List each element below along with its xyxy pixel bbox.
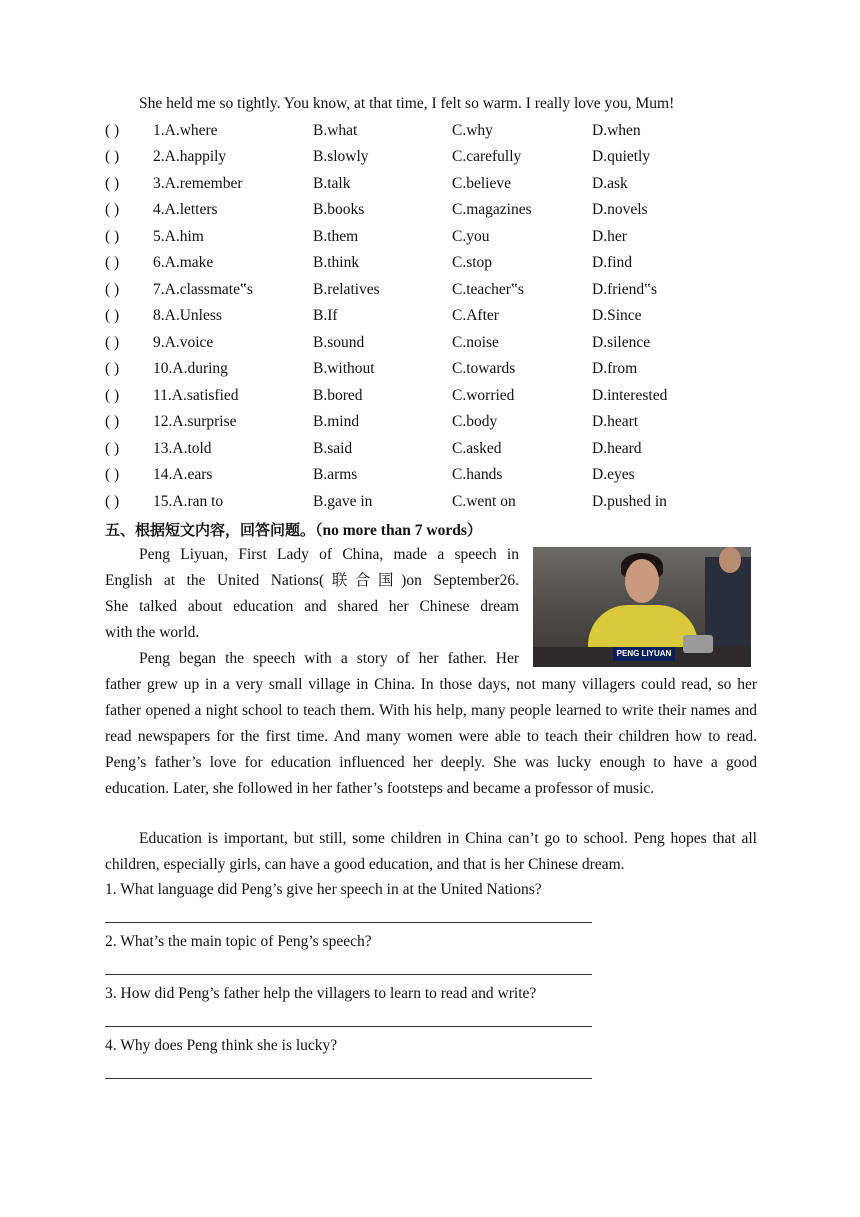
cloze-question-row — [105, 146, 757, 168]
option-b: B.bored — [313, 386, 363, 404]
option-a: 1.A.where — [153, 121, 218, 139]
option-d: D.heard — [592, 439, 642, 457]
option-c: C.you — [452, 227, 490, 245]
option-b: B.mind — [313, 413, 360, 430]
option-d: D.pushed in — [592, 492, 667, 510]
option-a: 10.A.during — [153, 360, 228, 377]
answer-line[interactable] — [105, 974, 592, 975]
cloze-question-row — [105, 252, 757, 274]
option-c: C.hands — [452, 466, 503, 483]
reading-question: 1. What language did Peng’s give her speech in at the United Nations? — [105, 881, 542, 898]
option-c: C.why — [452, 121, 493, 139]
option-d: D.friend‟s — [592, 280, 657, 298]
option-a: 6.A.make — [153, 254, 214, 271]
p1-line: She talked about education and shared her Chinese dream — [105, 598, 519, 615]
cloze-question-row — [105, 438, 757, 460]
option-b: B.gave in — [313, 492, 373, 510]
option-c: C.worried — [452, 386, 515, 404]
option-d: D.when — [592, 121, 641, 139]
cloze-question-row — [105, 411, 757, 433]
option-c: C.magazines — [452, 201, 532, 218]
cloze-question-row — [105, 332, 757, 354]
answer-paren[interactable]: ( ) — [105, 307, 120, 324]
passage-paragraph-1 — [105, 542, 519, 646]
option-d: D.quietly — [592, 148, 651, 165]
option-d: D.her — [592, 227, 627, 245]
option-b: B.without — [313, 360, 375, 377]
option-a: 9.A.voice — [153, 333, 214, 351]
cloze-question-row — [105, 385, 757, 407]
answer-line[interactable] — [105, 1026, 592, 1027]
cloze-question-row — [105, 279, 757, 301]
option-c: C.towards — [452, 360, 516, 377]
answer-paren[interactable]: ( ) — [105, 201, 120, 218]
answer-line[interactable] — [105, 1078, 592, 1079]
option-d: D.eyes — [592, 466, 635, 483]
answer-paren[interactable]: ( ) — [105, 360, 120, 377]
option-b: B.arms — [313, 466, 358, 483]
reading-question: 2. What’s the main topic of Peng’s speech? — [105, 933, 372, 950]
option-d: D.find — [592, 254, 633, 271]
option-d: D.interested — [592, 386, 668, 404]
cloze-question-row — [105, 305, 757, 327]
option-c: C.believe — [452, 174, 511, 192]
option-c: C.stop — [452, 254, 493, 271]
passage-paragraph-2: father grew up in a very small village in China. In those days, not many villagers could read, so her father opened a night school to teach them. With his help, many people learned to write their names and read newspapers for the first time. And many women were able to teach their children how to read. Peng’s father’s love for education influenced her deeply. She was lucky enough to have a good education. Later, she followed in her father’s footsteps and became a professor of music. — [105, 676, 757, 797]
option-a: 12.A.surprise — [153, 413, 237, 430]
option-a: 2.A.happily — [153, 148, 227, 165]
cloze-question-row — [105, 199, 757, 221]
answer-paren[interactable]: ( ) — [105, 492, 120, 510]
option-d: D.heart — [592, 413, 639, 430]
passage-paragraph-3: Education is important, but still, some children in China can’t go to school. Peng hopes that all children, especially girls, can have a good education, and that is her Chinese dream. — [105, 830, 757, 873]
option-a: 13.A.told — [153, 439, 212, 457]
option-a: 3.A.remember — [153, 174, 243, 192]
option-a: 11.A.satisfied — [153, 386, 239, 404]
cloze-question-row — [105, 226, 757, 248]
answer-paren[interactable]: ( ) — [105, 386, 120, 404]
answer-paren[interactable]: ( ) — [105, 280, 120, 298]
reading-question: 3. How did Peng’s father help the villagers to learn to read and write? — [105, 985, 537, 1002]
option-b: B.think — [313, 254, 360, 271]
option-a: 15.A.ran to — [153, 492, 224, 510]
answer-line[interactable] — [105, 922, 592, 923]
p1-line: English at the United Nations(联合国)on September26. — [105, 572, 519, 589]
option-b: B.relatives — [313, 280, 380, 298]
cloze-question-row — [105, 120, 757, 142]
section-5-title: 五、根据短文内容，回答问题。（no more than 7 words） — [105, 521, 482, 539]
option-a: 5.A.him — [153, 227, 204, 245]
p1-line: Peng Liyuan, First Lady of China, made a speech in — [139, 546, 519, 563]
answer-paren[interactable]: ( ) — [105, 254, 120, 271]
answer-paren[interactable]: ( ) — [105, 413, 120, 430]
option-d: D.silence — [592, 333, 651, 351]
option-c: C.After — [452, 307, 499, 324]
option-d: D.ask — [592, 174, 628, 192]
intro-line: She held me so tightly. You know, at that time, I felt so warm. I really love you, Mum! — [139, 95, 675, 112]
cloze-question-row — [105, 491, 757, 513]
option-a: 14.A.ears — [153, 466, 213, 483]
cloze-question-row — [105, 173, 757, 195]
option-c: C.went on — [452, 492, 516, 510]
reading-question: 4. Why does Peng think she is lucky? — [105, 1037, 338, 1054]
option-b: B.talk — [313, 174, 351, 192]
option-b: B.sound — [313, 333, 365, 351]
option-c: C.body — [452, 413, 498, 430]
cloze-question-row — [105, 464, 757, 486]
answer-paren[interactable]: ( ) — [105, 466, 120, 483]
option-b: B.slowly — [313, 148, 369, 165]
answer-paren[interactable]: ( ) — [105, 121, 120, 139]
passage-paragraph-2-first: Peng began the speech with a story of her father. Her — [139, 650, 519, 667]
option-d: D.from — [592, 360, 638, 377]
option-d: D.Since — [592, 307, 642, 324]
option-a: 8.A.Unless — [153, 307, 222, 324]
answer-paren[interactable]: ( ) — [105, 439, 120, 457]
option-b: B.said — [313, 439, 353, 457]
option-b: B.If — [313, 307, 338, 324]
answer-paren[interactable]: ( ) — [105, 174, 120, 192]
microphone-icon — [683, 635, 713, 653]
name-plate: PENG LIYUAN — [613, 647, 675, 661]
option-b: B.books — [313, 201, 365, 218]
answer-paren[interactable]: ( ) — [105, 148, 120, 165]
option-a: 7.A.classmate‟s — [153, 280, 253, 298]
option-c: C.carefully — [452, 148, 522, 165]
answer-paren[interactable]: ( ) — [105, 333, 120, 351]
answer-paren[interactable]: ( ) — [105, 227, 120, 245]
option-d: D.novels — [592, 201, 648, 218]
cloze-question-row — [105, 358, 757, 380]
speech-photo — [533, 547, 751, 667]
option-c: C.noise — [452, 333, 499, 351]
option-c: C.asked — [452, 439, 502, 457]
p1-line: with the world. — [105, 624, 200, 641]
option-b: B.what — [313, 121, 358, 139]
option-b: B.them — [313, 227, 359, 245]
option-c: C.teacher‟s — [452, 280, 524, 298]
option-a: 4.A.letters — [153, 201, 218, 218]
